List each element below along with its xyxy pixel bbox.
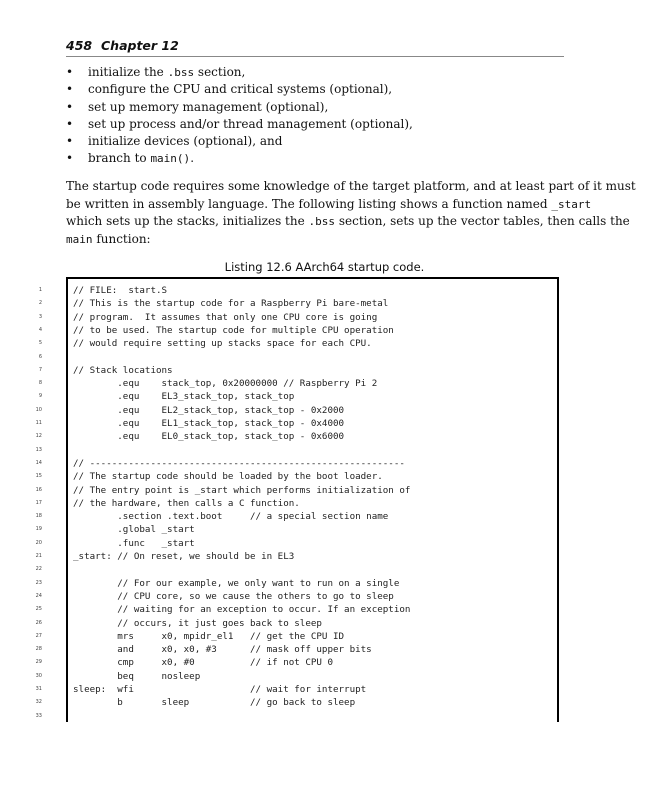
line-number: 9 [38,393,42,400]
code-text: // The startup code should be loaded by the boot loader. [73,471,383,483]
code-text: .section .text.boot // a special section name [73,511,389,523]
line-number: 18 [35,513,42,520]
code-line [35,656,557,669]
paragraph-line-4: main function: [66,231,151,246]
line-number: 6 [38,353,42,360]
code-text: // to be used. The startup code for multiple CPU operation [73,324,394,336]
line-number: 19 [35,526,42,533]
line-number: 30 [35,672,42,679]
code-text: .global _start [73,524,195,536]
code-text: .equ EL2_stack_top, stack_top - 0x2000 [73,404,345,416]
bullet-item: • set up memory management (optional), [66,99,566,116]
code-text: .equ EL1_stack_top, stack_top - 0x4000 [73,418,345,429]
page-number: 458 [66,38,93,53]
line-number: 31 [35,686,42,692]
code-text: // the hardware, then calls a C function. [73,497,300,509]
inline-code-start: _start [551,197,592,211]
code-line [35,550,557,563]
code-line [35,523,557,536]
code-text: // CPU core, so we cause the others to go to sleep [73,590,394,602]
line-number: 29 [35,659,42,666]
line-number: 21 [35,553,42,559]
line-number: 17 [35,499,42,506]
code-text: // waiting for an exception to occur. If an exception [73,604,411,616]
code-text: // occurs, it just goes back to sleep [73,617,322,629]
code-text: b sleep // go back to sleep [73,697,356,709]
line-number: 22 [35,566,42,573]
inline-code-main: main [66,232,93,246]
bullet-dot-icon: • [66,116,74,131]
line-number: 24 [35,592,42,599]
code-text: // The entry point is _start which performs initialization of [73,484,411,496]
code-text: // program. It assumes that only one CPU core is going [73,311,378,323]
code-line [35,444,557,457]
code-line [38,351,557,364]
bullet-dot-icon: • [66,151,74,166]
paragraph-line-3: which sets up the stacks, initializes the .bss section, sets up the vector tables, then calls the [66,214,630,229]
inline-code: main() [150,152,191,166]
code-text: mrs x0, mpidr_el1 // get the CPU ID [73,630,345,642]
code-line [35,484,557,497]
code-line [35,696,557,709]
code-line [35,417,557,430]
line-number: 33 [35,712,42,719]
code-line [35,683,557,696]
code-line [35,497,557,510]
code-text: // Stack locations [73,364,173,376]
listing-caption: Listing 12.6 AArch64 startup code. [224,260,425,274]
bullet-item: • initialize devices (optional), and [66,133,566,150]
code-text: // This is the startup code for a Raspberry Pi bare-metal [73,298,389,310]
bullet-dot-icon: • [66,134,74,149]
line-number: 23 [35,579,42,586]
line-number: 12 [35,433,42,440]
line-number: 28 [35,646,42,653]
running-header [66,36,564,57]
code-text: // --------------------------------------------------------- [73,457,405,469]
code-line [35,430,557,443]
line-number: 11 [35,420,42,426]
code-line [35,537,557,550]
line-number: 1 [38,287,42,293]
bullet-item: • branch to main(). [66,150,566,167]
code-text: sleep: wfi // wait for interrupt [73,684,367,695]
line-number: 14 [35,459,42,466]
paragraph-line-1: The startup code requires some knowledge of the target platform, and at least part of it must [66,179,636,193]
code-line [35,470,557,483]
bullet-list [66,64,566,168]
code-line [38,311,557,324]
code-line [38,297,557,310]
line-number: 2 [38,300,42,307]
code-text: beq nosleep [73,670,201,682]
inline-code: .bss [167,66,195,79]
code-line [35,630,557,643]
code-text: .equ EL3_stack_top, stack_top [73,391,295,403]
inline-code-bss: .bss [308,215,336,229]
line-number: 16 [35,486,42,493]
code-line [35,603,557,616]
code-line [38,284,557,297]
code-text: .func _start [73,537,195,549]
bullet-item: • configure the CPU and critical systems (optional), [66,81,566,98]
line-number: 4 [38,326,42,333]
line-number: 3 [38,313,42,320]
line-number: 7 [38,366,42,373]
code-line [35,510,557,523]
line-number: 20 [35,539,42,546]
code-line [35,577,557,590]
line-number: 26 [35,619,42,626]
code-listing [35,277,559,722]
bullet-dot-icon: • [66,65,74,79]
line-number: 15 [35,473,42,480]
code-text: cmp x0, #0 // if not CPU 0 [73,657,333,669]
line-number: 25 [35,606,42,613]
code-text: and x0, x0, #3 // mask off upper bits [73,644,372,656]
chapter-title: Chapter 12 [101,38,179,53]
line-number: 32 [35,699,42,706]
code-text: // For our example, we only want to run on a single [73,577,400,589]
code-line [38,390,557,403]
code-line [35,670,557,683]
line-number: 10 [35,406,42,413]
line-number: 27 [35,632,42,639]
code-text: .equ stack_top, 0x20000000 // Raspberry Pi 2 [73,378,378,390]
bullet-dot-icon: • [66,99,74,114]
code-line [38,337,557,350]
code-line [35,617,557,630]
code-line [35,590,557,603]
code-text: .equ EL0_stack_top, stack_top - 0x6000 [73,431,345,443]
line-number: 13 [35,446,42,453]
bullet-dot-icon: • [66,82,74,97]
code-text: _start: // On reset, we should be in EL3 [73,551,295,562]
code-line [38,377,557,390]
bullet-item: • set up process and/or thread management (optional), [66,116,566,133]
line-number: 5 [38,340,42,347]
body-paragraph [66,178,636,248]
code-text: // would require setting up stacks space for each CPU. [73,338,372,350]
code-text: // FILE: start.S [73,285,168,296]
code-line [35,404,557,417]
line-number: 8 [38,380,42,387]
code-line [35,457,557,470]
paragraph-line-2: be written in assembly language. The following listing shows a function named _start [66,196,592,211]
code-line [35,563,557,576]
code-line [35,710,557,723]
code-line [35,643,557,656]
bullet-item: • initialize the .bss section, [66,64,566,81]
code-line [38,364,557,377]
code-line [38,324,557,337]
